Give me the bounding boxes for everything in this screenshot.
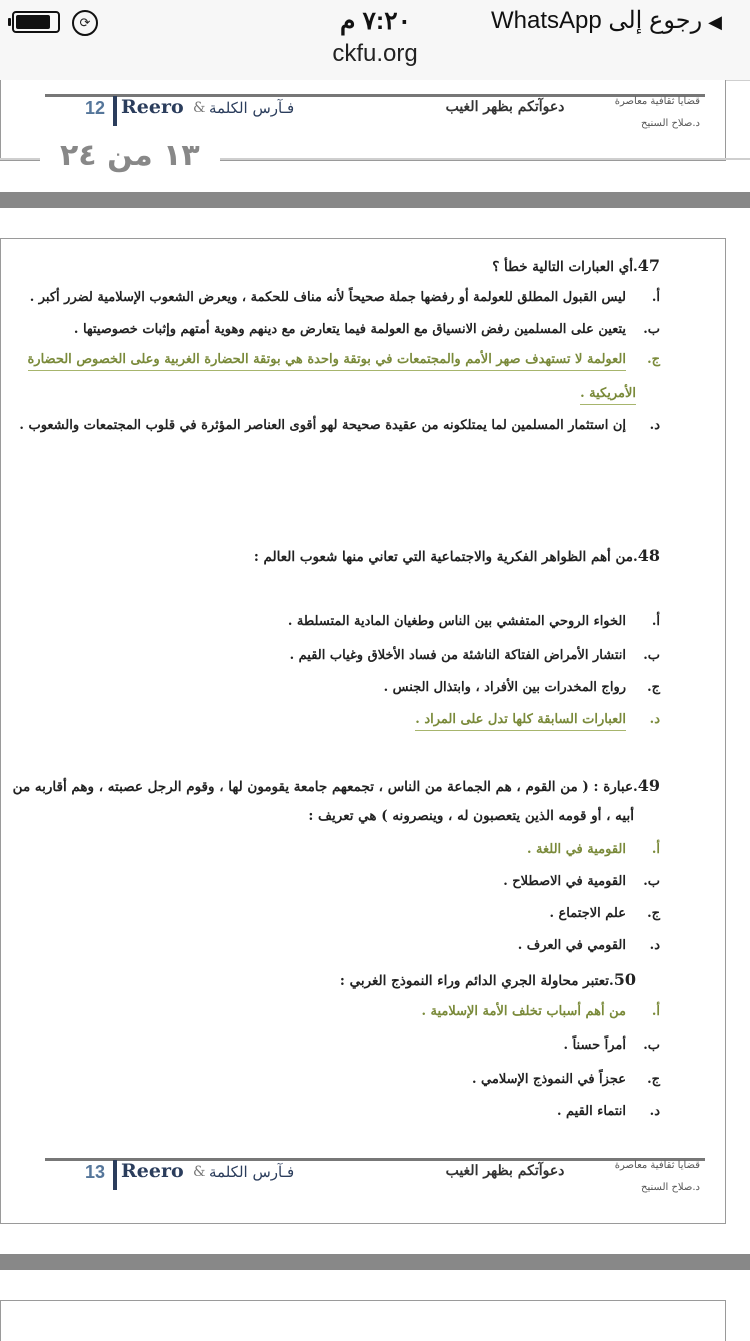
option-text: القومي في العرف . [517, 938, 626, 953]
header-divider [113, 96, 117, 126]
next-page [0, 1300, 726, 1341]
option-47-c-correct [28, 352, 661, 367]
option-text: رواج المخدرات بين الأفراد ، وابتذال الجنس . [383, 680, 626, 695]
battery-icon [12, 11, 60, 33]
header-amp: & [193, 1164, 206, 1180]
option-letter: ب. [643, 322, 660, 337]
header-center-title: دعوآتكم بظهر الغيب [445, 99, 565, 115]
option-text-continuation: الأمريكية . [580, 386, 636, 405]
questions-content [12, 238, 660, 1222]
question-text-line2: أبيه ، أو قومه الذين يتعصبون له ، وينصرونه ) هي تعريف : [308, 808, 634, 824]
option-letter: أ. [651, 614, 660, 629]
option-text: من أهم أسباب تخلف الأمة الإسلامية . [421, 1004, 626, 1019]
page-separator-bottom [0, 1254, 750, 1270]
option-50-a-correct [421, 1004, 660, 1019]
header-page-number: 13 [85, 1162, 106, 1182]
header-fars-alkalima: فـآرس الكلمة [209, 99, 295, 117]
option-text: يتعين على المسلمين رفض الانسياق مع العولمة فيما يتعارض مع دينهم وهوية أمتهم وإثبات خصوصيتها . [73, 322, 626, 337]
page-header-top [45, 94, 705, 134]
page-header-bottom [45, 1158, 705, 1202]
option-49-d [518, 938, 660, 953]
question-number: 47 [637, 256, 660, 275]
question-47 [492, 256, 660, 275]
option-letter: أ. [651, 842, 660, 857]
option-47-b [74, 322, 660, 337]
question-text: .أي العبارات التالية خطأ ؟ [492, 259, 638, 275]
question-text: .عبارة : ( من القوم ، هم الجماعة من الناس ، تجمعهم جامعة يقومون لها ، وقوم الرجل عصبته ، وهم أقاربه من [12, 779, 638, 795]
header-reero: Reero [121, 96, 184, 118]
option-47-d [19, 418, 660, 433]
back-triangle-icon: ◀ [708, 12, 722, 32]
back-label: رجوع إلى WhatsApp [490, 7, 703, 34]
header-course-title: قضايا ثقافية معاصرة [614, 1160, 700, 1171]
option-text: أمراً حسناً . [563, 1038, 626, 1053]
option-text: علم الاجتماع . [549, 906, 626, 921]
option-50-c [472, 1072, 660, 1087]
option-text: ليس القبول المطلق للعولمة أو رفضها جملة صحيحاً لأنه مناف للحكمة ، ويعرض الشعوب الإسلامية لضرر أكبر . [29, 290, 626, 305]
option-letter: ب. [643, 648, 660, 663]
page-indicator [0, 138, 750, 173]
option-49-a-correct [527, 842, 660, 857]
page-separator [0, 192, 750, 208]
option-letter: د. [649, 712, 660, 727]
status-bar [0, 0, 750, 81]
header-center-title: دعوآتكم بظهر الغيب [445, 1163, 565, 1179]
question-50 [340, 970, 636, 989]
option-49-c [549, 906, 660, 921]
option-text: القومية في الاصطلاح . [503, 874, 626, 889]
header-reero: Reero [121, 1160, 184, 1182]
question-number: 49 [637, 776, 660, 795]
option-48-a [288, 614, 660, 629]
question-number: 50 [613, 970, 636, 989]
option-48-c [384, 680, 660, 695]
question-49 [13, 776, 660, 795]
question-text: .من أهم الظواهر الفكرية والاجتماعية التي تعاني منها شعوب العالم : [253, 549, 638, 565]
rotation-lock-icon: ⟳ [72, 10, 98, 36]
option-text: القومية في اللغة . [527, 842, 626, 857]
question-number: 48 [637, 546, 660, 565]
header-page-number: 12 [85, 98, 106, 118]
option-letter: أ. [651, 1004, 660, 1019]
option-text: انتماء القيم . [556, 1104, 626, 1119]
status-time: ٧:٢٠ م [340, 7, 412, 35]
back-to-whatsapp-button[interactable] [491, 6, 722, 35]
option-letter: د. [649, 418, 660, 433]
url-bar[interactable]: ckfu.org [332, 40, 418, 67]
option-50-b [564, 1038, 660, 1053]
option-text: الخواء الروحي المتفشي بين الناس وطغيان المادية المتسلطة . [287, 614, 626, 629]
header-amp: & [193, 100, 206, 116]
option-letter: ج. [647, 352, 660, 367]
option-letter: ب. [643, 1038, 660, 1053]
header-author: د.صلاح السنيح [641, 1182, 700, 1193]
header-author: د.صلاح السنيح [641, 118, 700, 129]
option-50-d [557, 1104, 660, 1119]
question-49-line2 [308, 808, 634, 824]
option-text: العبارات السابقة كلها تدل على المراد . [415, 712, 626, 731]
header-fars-alkalima: فـآرس الكلمة [209, 1163, 295, 1181]
option-text: انتشار الأمراض الفتاكة الناشئة من فساد الأخلاق وغياب القيم . [289, 648, 626, 663]
question-text: .تعتبر محاولة الجري الدائم وراء النموذج الغربي : [339, 973, 614, 989]
header-divider [113, 1160, 117, 1190]
option-letter: ج. [647, 906, 660, 921]
question-48 [254, 546, 660, 565]
option-letter: د. [649, 938, 660, 953]
option-48-b [290, 648, 660, 663]
option-letter: ج. [647, 680, 660, 695]
option-text: عجزاً في النموذج الإسلامي . [472, 1072, 626, 1087]
option-letter: أ. [651, 290, 660, 305]
option-text: العولمة لا تستهدف صهر الأمم والمجتمعات في بوتقة واحدة هي بوتقة الحضارة الغربية وعلى الخصوص الحضارة [28, 352, 627, 371]
page-indicator-label: ١٣ من ٢٤ [40, 138, 220, 173]
option-48-d-correct [415, 712, 660, 727]
option-text: إن استثمار المسلمين لما يمتلكونه من عقيدة صحيحة لهو أقوى العناصر المؤثرة في قلوب المجتمعات والشعوب . [19, 418, 626, 433]
header-course-title: قضايا ثقافية معاصرة [614, 96, 700, 107]
option-47-a [30, 290, 660, 305]
option-letter: ج. [647, 1072, 660, 1087]
option-47-c-continuation [580, 386, 636, 401]
option-letter: د. [649, 1104, 660, 1119]
option-letter: ب. [643, 874, 660, 889]
option-49-b [503, 874, 660, 889]
